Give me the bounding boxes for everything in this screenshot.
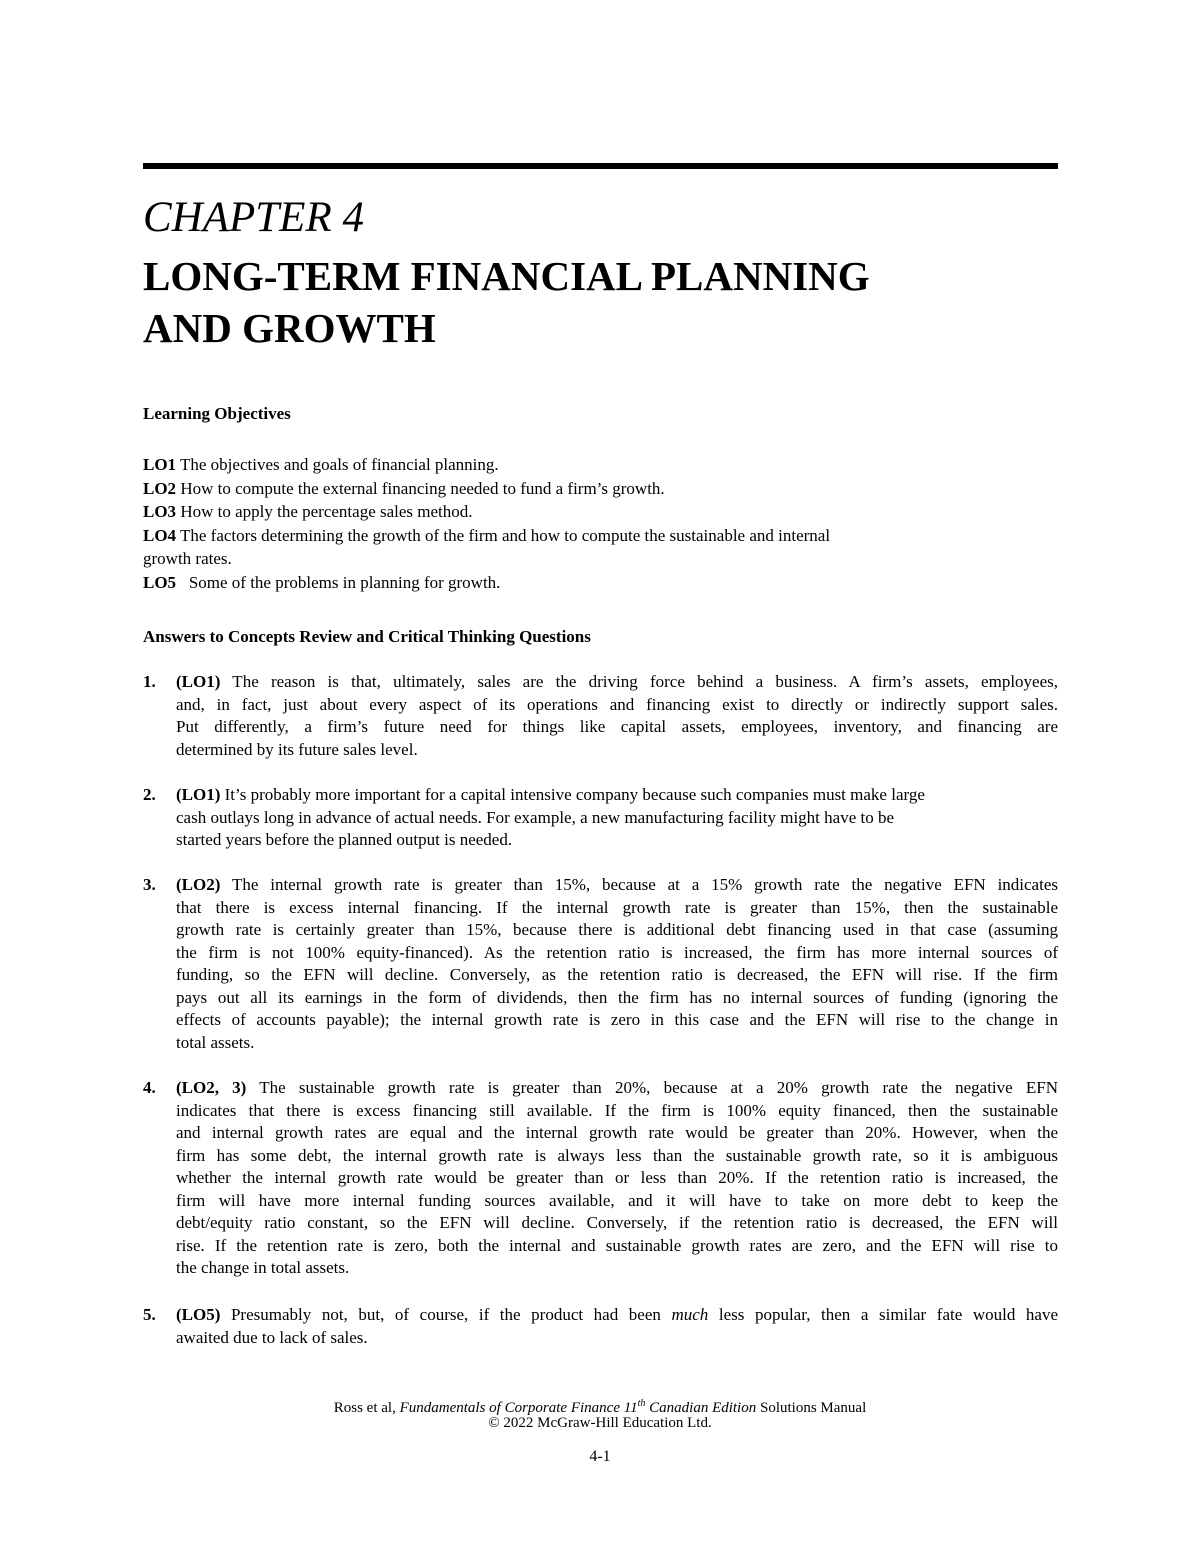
learning-objectives-list xyxy=(143,453,1058,594)
chapter-label: CHAPTER 4 xyxy=(143,194,364,241)
answer-line: rise. If the retention rate is zero, both the internal and sustainable growth rates are zero, and the EFN will rise to xyxy=(176,1235,1058,1255)
answer-line: firm has some debt, the internal growth rate is always less than the sustainable growth rate, so it is ambiguous xyxy=(176,1145,1058,1165)
answer-text: The sustainable growth rate is greater than 20%, because at a 20% growth rate the negative EFN xyxy=(246,1078,1058,1097)
objective-text: How to apply the percentage sales method. xyxy=(176,502,473,521)
answer-text: The internal growth rate is greater than 15%, because at a 15% growth rate the negative EFN indicates xyxy=(220,875,1058,894)
objective-code: LO3 xyxy=(143,502,177,521)
answer-body xyxy=(176,874,1058,1054)
answer-body xyxy=(176,1304,1058,1349)
footer-copyright: © 2022 McGraw-Hill Education Ltd. xyxy=(488,1415,712,1431)
answer-text: Presumably not, but, of course, if the product had been xyxy=(220,1305,672,1324)
footer-superscript: th xyxy=(637,1398,646,1409)
answer-line: and, in fact, just about every aspect of its operations and financing exist to directly or indirectly support sales. xyxy=(176,694,1058,714)
answer-line: and internal growth rates are equal and the internal growth rate would be greater than 20%. However, when the xyxy=(176,1123,1058,1142)
objective-code: LO1 xyxy=(143,455,177,474)
question-number: 5. xyxy=(143,1305,156,1324)
learning-objective-tag: (LO2) xyxy=(176,875,221,894)
answer-line: the change in total assets. xyxy=(176,1258,350,1277)
header-rule xyxy=(143,163,1058,169)
question-answer xyxy=(143,1077,1058,1280)
learning-objective-item xyxy=(143,524,1058,548)
learning-objective-item xyxy=(143,500,1058,524)
answers-heading: Answers to Concepts Review and Critical Thinking Questions xyxy=(143,627,591,646)
chapter-title-line: AND GROWTH xyxy=(143,305,436,351)
answer-line: indicates that there is excess financing still available. If the firm is 100% equity financed, then the sustainable xyxy=(176,1100,1058,1120)
answer-line xyxy=(176,671,1058,694)
answer-line xyxy=(176,1304,1058,1327)
answer-text: less popular, then a similar fate would have xyxy=(708,1305,1059,1324)
answer-line: awaited due to lack of sales. xyxy=(176,1327,368,1347)
footer-edition: Canadian Edition xyxy=(645,1400,757,1416)
objective-text: Some of the problems in planning for growth. xyxy=(176,572,501,592)
answer-line: Put differently, a firm’s future need for things like capital assets, employees, inventory, and financing are xyxy=(176,717,1058,736)
answer-line: total assets. xyxy=(176,1032,255,1052)
objective-code: LO5 xyxy=(143,572,177,592)
answer-line xyxy=(176,874,1058,897)
footer-authors: Ross et al, xyxy=(333,1400,400,1416)
answer-line: determined by its future sales level. xyxy=(176,739,418,759)
page-number: 4-1 xyxy=(589,1448,611,1465)
answer-line xyxy=(176,784,1058,807)
learning-objective-item xyxy=(143,453,1058,477)
answer-line: whether the internal growth rate would be greater than or less than 20%. If the retention ratio is increased, the xyxy=(176,1168,1058,1187)
learning-objective-tag: (LO1) xyxy=(176,785,221,804)
answer-line: pays out all its earnings in the form of dividends, then the firm has no internal sources of funding (ignoring the xyxy=(176,987,1058,1007)
question-answer xyxy=(143,671,1058,761)
learning-objective-tag: (LO2, 3) xyxy=(176,1078,247,1097)
question-answer xyxy=(143,784,1058,852)
question-number: 1. xyxy=(143,672,156,691)
answer-line: the firm is not 100% equity-financed). As the retention ratio is increased, the firm has more internal sources of xyxy=(176,942,1058,962)
objective-text: The factors determining the growth of the firm and how to compute the sustainable and internal xyxy=(176,525,831,545)
emphasis-text: much xyxy=(671,1305,709,1324)
answer-body xyxy=(176,784,1058,852)
question-number: 2. xyxy=(143,785,156,804)
objective-code: LO2 xyxy=(143,478,177,498)
question-number: 4. xyxy=(143,1078,156,1097)
learning-objective-tag: (LO5) xyxy=(176,1305,221,1324)
answer-text: The reason is that, ultimately, sales are the driving force behind a business. A firm’s assets, employees, xyxy=(220,672,1058,691)
learning-objective-tag: (LO1) xyxy=(176,672,221,691)
answer-line: started years before the planned output is needed. xyxy=(176,830,513,849)
answer-line: that there is excess internal financing. If the internal growth rate is greater than 15%, then the sustainable xyxy=(176,897,1058,917)
answer-line xyxy=(176,1077,1058,1100)
question-number: 3. xyxy=(143,875,156,894)
question-answer xyxy=(143,1304,1058,1349)
question-answer xyxy=(143,874,1058,1054)
answer-text: It’s probably more important for a capital intensive company because such companies must make large xyxy=(220,785,925,804)
answer-line: firm will have more internal funding sources available, and it will have to take on more debt to keep the xyxy=(176,1190,1058,1210)
learning-objective-item xyxy=(143,477,1058,501)
answer-body xyxy=(176,671,1058,761)
learning-objective-item xyxy=(143,571,1058,595)
objective-code: LO4 xyxy=(143,525,177,545)
answer-line: funding, so the EFN will decline. Conversely, as the retention ratio is decreased, the EFN will rise. If the firm xyxy=(176,965,1058,984)
answer-line: growth rate is certainly greater than 15%, because there is additional debt financing used in that case (assuming xyxy=(176,920,1058,939)
answer-body xyxy=(176,1077,1058,1280)
learning-objectives-heading: Learning Objectives xyxy=(143,404,291,423)
chapter-title xyxy=(143,250,1058,354)
footer-manual: Solutions Manual xyxy=(756,1400,867,1416)
footer-book-title: Fundamentals of Corporate Finance 11 xyxy=(399,1400,638,1416)
chapter-title-line: LONG-TERM FINANCIAL PLANNING xyxy=(143,253,870,299)
objective-text: growth rates. xyxy=(143,549,232,568)
answer-line: debt/equity ratio constant, so the EFN will decline. Conversely, if the retention ratio is decreased, the EFN will xyxy=(176,1213,1058,1232)
answer-line: effects of accounts payable); the internal growth rate is zero in this case and the EFN will rise to the change in xyxy=(176,1010,1058,1029)
objective-text: How to compute the external financing needed to fund a firm’s growth. xyxy=(176,478,665,498)
answer-line: cash outlays long in advance of actual needs. For example, a new manufacturing facility might have to be xyxy=(176,807,895,827)
learning-objective-continuation xyxy=(143,547,1058,571)
objective-text: The objectives and goals of financial planning. xyxy=(176,455,499,474)
